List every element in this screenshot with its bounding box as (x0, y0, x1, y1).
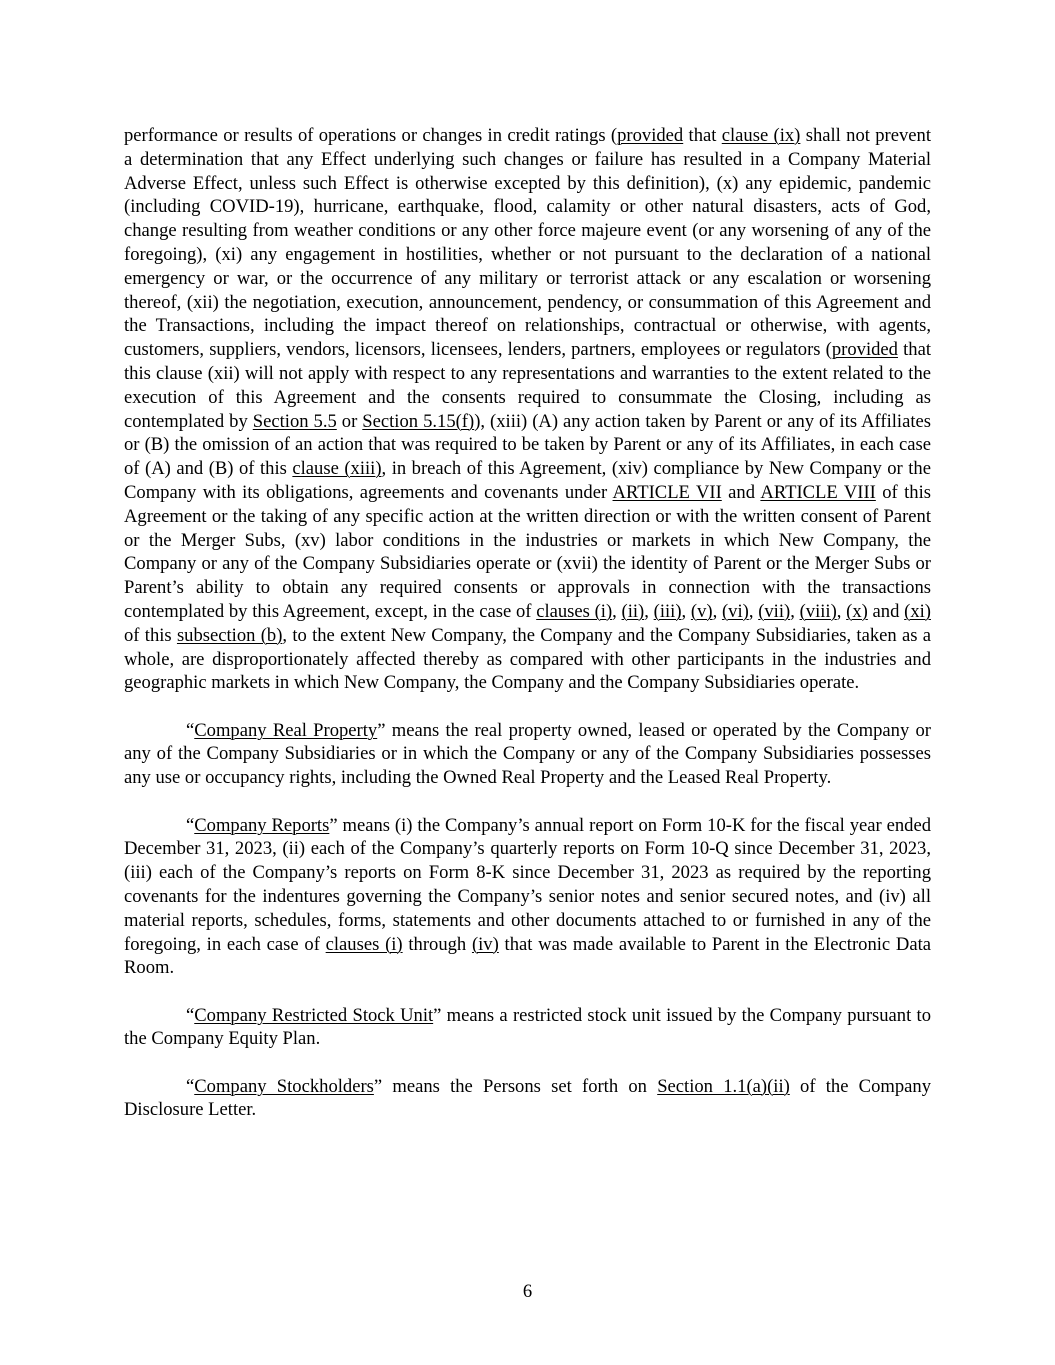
definition-continuation-paragraph: performance or results of operations or changes in credit ratings (provided that clause (ix) shall not prevent a determination that any Effect underlying such changes or failure has resulted in a Company Material Adverse Effect, unless such Effect is otherwise excepted by this definition), (x) any epidemic, pandemic (including COVID-19), hurricane, earthquake, flood, calamity or other natural disasters, acts of God, change resulting from weather conditions or any other force majeure event (or any worsening of any of the foregoing), (xi) any engagement in hostilities, whether or not pursuant to the declaration of a national emergency or war, or the occurrence of any military or terrorist attack or any escalation or worsening thereof, (xii) the negotiation, execution, announcement, pendency, or consummation of this Agreement and the Transactions, including the impact thereof on relationships, contractual or otherwise, with agents, customers, suppliers, vendors, licensors, licensees, lenders, partners, employees or regulators (provided that this clause (xii) will not apply with respect to any representations and warranties to the extent related to the execution of this Agreement and the consents required to consummate the Closing, including as contemplated by Section 5.5 or Section 5.15(f)), (xiii) (A) any action taken by Parent or any of its Affiliates or (B) the omission of an action that was required to be taken by Parent or any of its Affiliates, in each case of (A) and (B) of this clause (xiii), in breach of this Agreement, (xiv) compliance by New Company or the Company with its obligations, agreements and covenants under ARTICLE VII and ARTICLE VIII of this Agreement or the taking of any specific action at the written direction or with the written consent of Parent or the Merger Subs, (xv) labor conditions in the industries or markets in which New Company, the Company or any of the Company Subsidiaries operate or (xvii) the identity of Parent or the Merger Subs or Parent’s ability to obtain any required consents or approvals in connection with the transactions contemplated by this Agreement, except, in the case of clauses (i), (ii), (iii), (v), (vi), (vii), (viii), (x) and (xi) of this subsection (b), to the extent New Company, the Company and the Company Subsidiaries, taken as a whole, are disproportionately affected thereby as compared with other participants in the industries and geographic markets in which New Company, the Company and the Company Subsidiaries operate. (124, 125, 932, 694)
cross-reference: (ii) (621, 600, 645, 622)
definition-company-restricted-stock-unit: “Company Restricted Stock Unit” means a restricted stock unit issued by the Company pursuant to the Company Equity Plan. (124, 1004, 931, 1050)
definition-company-real-property: “Company Real Property” means the real property owned, leased or operated by the Company or any of the Company Subsidiaries or in which the Company or any of the Company Subsidiaries possesses any use or occupancy rights, including the Owned Real Property and the Leased Real Property. (124, 719, 931, 789)
cross-reference: provided (617, 125, 684, 146)
defined-term: Company Real Property (194, 719, 378, 741)
cross-reference: ARTICLE VII (612, 481, 722, 503)
cross-reference: clause (xiii) (292, 458, 382, 480)
defined-term: Company Reports (194, 814, 330, 836)
cross-reference: (v) (690, 600, 713, 622)
cross-reference: provided (831, 339, 898, 361)
cross-reference: Section 5.15(f) (362, 410, 475, 432)
cross-reference: clauses (i) (325, 933, 403, 955)
cross-reference: (x) (846, 600, 868, 622)
page-number: 6 (522, 1281, 533, 1302)
cross-reference: (viii) (799, 600, 837, 622)
cross-reference: clause (ix) (721, 125, 801, 146)
cross-reference: (xi) (904, 600, 931, 622)
cross-reference: (iv) (471, 933, 499, 955)
defined-term: Company Restricted Stock Unit (194, 1004, 434, 1026)
cross-reference: (vii) (758, 600, 791, 622)
cross-reference: clauses (i) (536, 600, 613, 622)
defined-term: Company Stockholders (194, 1075, 374, 1097)
definition-company-reports: “Company Reports” means (i) the Company’s annual report on Form 10-K for the fiscal year ended December 31, 2023, (ii) each of the Company’s quarterly reports on Form 10-Q since December 31, 2023, (iii) each of the Company’s reports on Form 8-K since December 31, 2023 as required by the reporting covenants for the indentures governing the Company’s senior notes and senior secured notes, and (iv) all material reports, schedules, forms, statements and other documents attached to or furnished in any of the foregoing, in each case of clauses (i) through (iv) that was made available to Parent in the Electronic Data Room. (124, 814, 932, 979)
cross-reference: ARTICLE VIII (760, 481, 876, 503)
cross-reference: subsection (b) (176, 624, 283, 646)
cross-reference: Section 5.5 (252, 410, 337, 432)
cross-reference: Section 1.1(a)(ii) (657, 1075, 790, 1097)
cross-reference: (vi) (721, 600, 749, 622)
cross-reference: (iii) (653, 600, 682, 622)
document-page (124, 124, 931, 1122)
definition-company-stockholders: “Company Stockholders” means the Persons set forth on Section 1.1(a)(ii) of the Company Disclosure Letter. (124, 1075, 931, 1121)
